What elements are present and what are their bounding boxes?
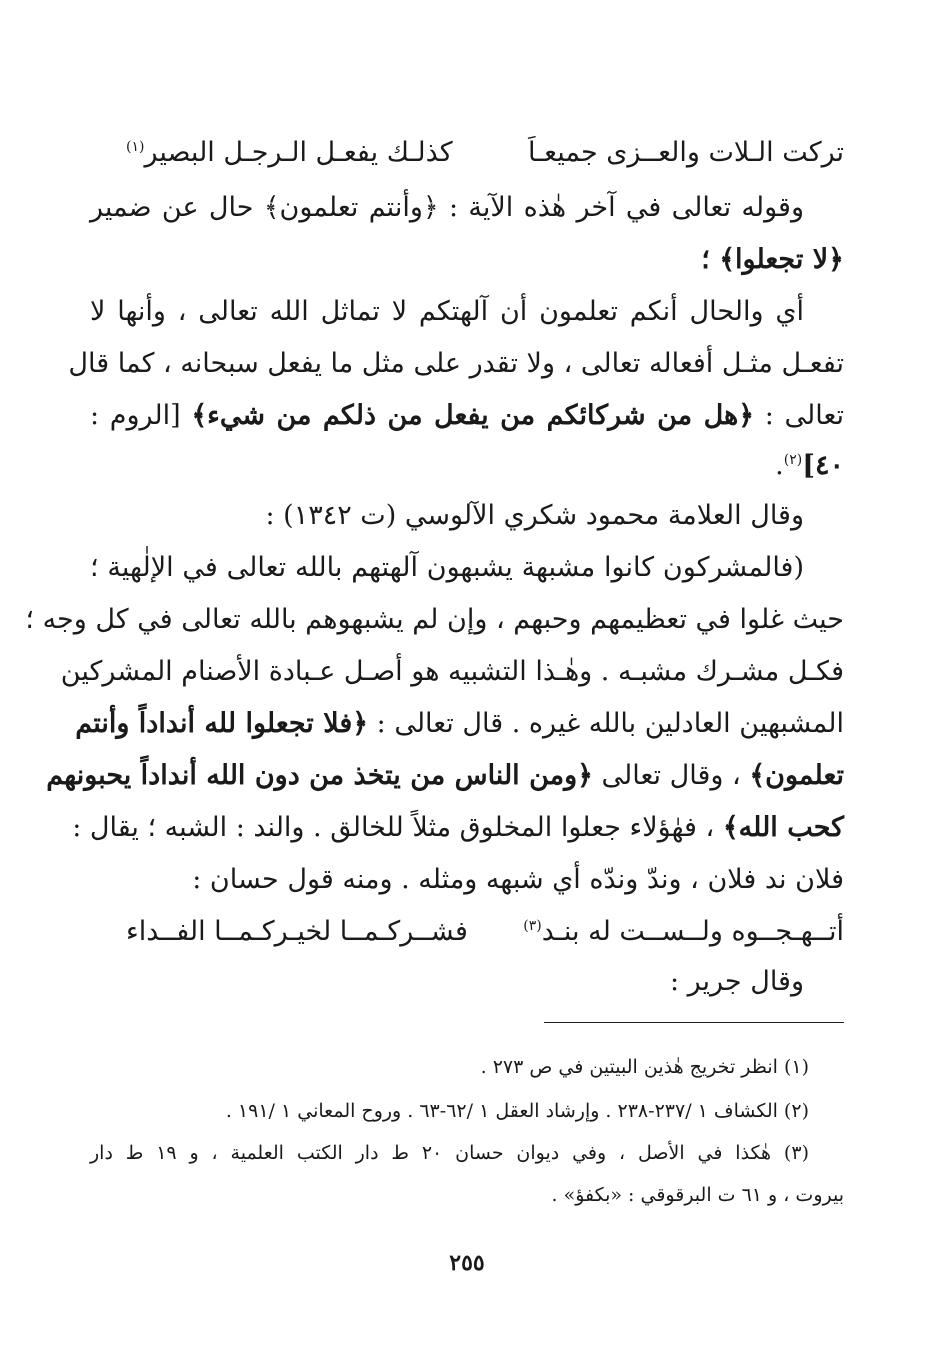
verse-1-right-hemistich: تركت الـلات والعــزى جميعـاَ bbox=[528, 137, 844, 168]
page-number: ٢٥٥ bbox=[449, 1250, 485, 1276]
para-3-line-8: فلان ند فلان ، وندّ وندّه أي شبهه ومثله . ومنه قول حسان : bbox=[192, 864, 844, 895]
verse-2-right-hemistich: أتــهـجــوه ولــســت له بنـد$^{(٣)}$ bbox=[523, 916, 844, 947]
para-3-line-7: كحب الله﴾ ، فهٰؤلاء جعلوا المخلوق مثلاً للخالق . والند : الشبه ؛ يقال : bbox=[72, 812, 844, 843]
quran-quote: ﴿فلا تجعلوا لله أنداداً وأنتم bbox=[75, 708, 369, 739]
para-1-line-1: وقوله تعالى في آخر هٰذه الآية : ﴿وأنتم تعلمون﴾ حال عن ضمير bbox=[90, 192, 804, 223]
para-3-line-4: فكـل مشـرك مشبـه . وهٰـذا التشبيه هو أصـل عـبادة الأصنام المشركين bbox=[60, 656, 844, 687]
para-3-line-3: حيث غلوا في تعظيمهم وحبهم ، وإن لم يشبهوهم بالله تعالى في كل وجه ؛ bbox=[25, 604, 844, 635]
para-2-line-4: ٤٠]$^{(٢)}$. bbox=[775, 450, 844, 481]
para-3-line-6: تعلمون﴾ ، وقال تعالى ﴿ومن الناس من يتخذ من دون الله أنداداً يحبونهم bbox=[46, 760, 844, 791]
footnote-3-line-2: بيروت ، و ٦١ ت البرقوقي : «بكفؤ» . bbox=[551, 1184, 844, 1206]
verse-2-left-hemistich: فشــركـمــا لخيـركـمــا الفــداء bbox=[126, 916, 468, 947]
footnote-ref-2: (٢) bbox=[783, 452, 803, 468]
para-3-line-5: المشبهين العادلين بالله غيره . قال تعالى : ﴿فلا تجعلوا لله أنداداً وأنتم bbox=[75, 708, 844, 739]
para-2-line-2: تفعـل مثـل أفعاله تعالى ، ولا تقدر على مثل ما يفعل سبحانه ، كما قال bbox=[68, 348, 844, 379]
para-4-line-1: وقال جرير : bbox=[669, 966, 804, 997]
footnote-2: (٢) الكشاف ١ /٢٣٧-٢٣٨ . وإرشاد العقل ١ /٦٢-٦٣ . وروح المعاني ١ /١٩١ . bbox=[225, 1100, 809, 1122]
para-2-line-1: أي والحال أنكم تعلمون أن آلهتكم لا تماثل الله تعالى ، وأنها لا bbox=[90, 296, 804, 327]
quran-quote: ﴿هل من شركائكم من يفعل من ذلكم من شيء﴾ bbox=[191, 400, 755, 431]
footnote-ref-3: (٣) bbox=[523, 918, 542, 934]
para-3-line-2: (فالمشركون كانوا مشبهة يشبهون آلهتهم بالله تعالى في الإلٰهية ؛ bbox=[90, 552, 804, 583]
quran-quote: ﴿ومن الناس من يتخذ من دون الله أنداداً يحبونهم bbox=[46, 760, 593, 791]
quran-quote: كحب الله﴾ bbox=[722, 812, 844, 843]
footnote-separator bbox=[544, 1022, 844, 1023]
footnote-3-line-1: (٣) هٰكذا في الأصل ، وفي ديوان حسان ٢٠ ط دار الكتب العلمية ، و ١٩ ط دار bbox=[90, 1142, 809, 1164]
para-2-line-3: تعالى : ﴿هل من شركائكم من يفعل من ذلكم من شيء﴾ [الروم : bbox=[90, 400, 844, 431]
para-3-line-1: وقال العلامة محمود شكري الآلوسي (ت ١٣٤٢) : bbox=[265, 500, 804, 531]
quran-quote: تعلمون﴾ bbox=[749, 760, 844, 791]
para-1-line-2: ﴿لا تجعلوا﴾ ؛ bbox=[701, 244, 844, 275]
footnote-1: (١) انظر تخريج هٰذين البيتين في ص ٢٧٣ . bbox=[480, 1056, 809, 1078]
verse-1-left-hemistich: كذلـك يفعـل الـرجـل البصير$^{(١)}$ bbox=[126, 137, 453, 168]
footnote-ref-1: (١) bbox=[126, 139, 145, 155]
